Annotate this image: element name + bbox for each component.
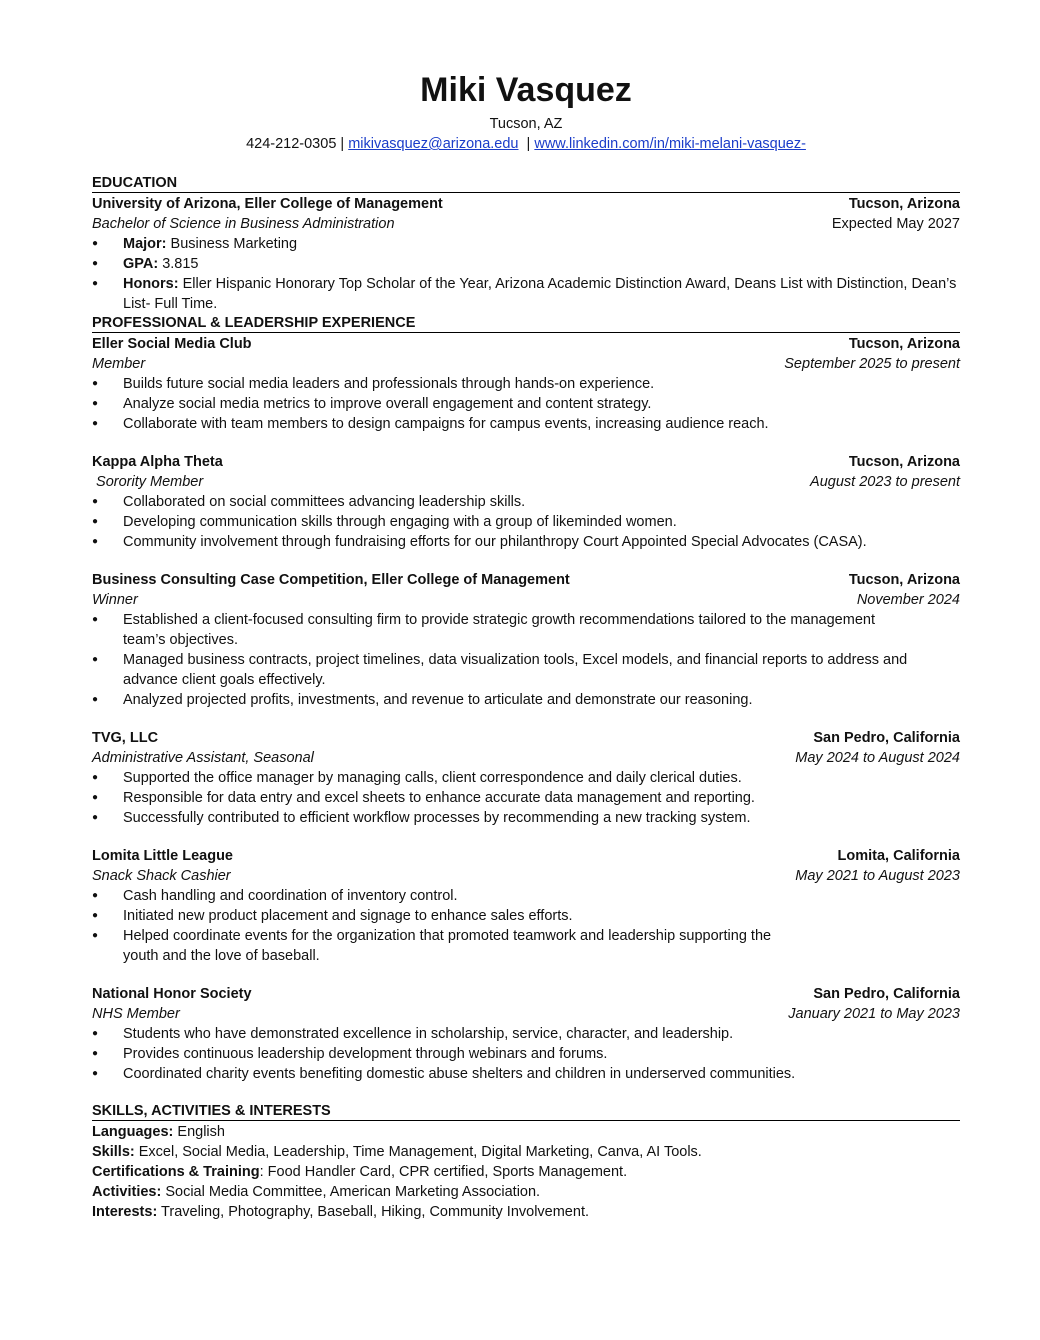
list-item: ● Collaborate with team members to design campaigns for campus events, increasing audience reach. [92, 414, 960, 434]
experience-entry [92, 452, 960, 552]
interests-line: Interests: Traveling, Photography, Baseball, Hiking, Community Involvement. [92, 1204, 589, 1220]
skills-line: Skills: Excel, Social Media, Leadership, Time Management, Digital Marketing, Canva, AI Tools. [92, 1144, 702, 1160]
organization: Eller Social Media Club [92, 336, 252, 352]
list-item: ● Community involvement through fundraising efforts for our philanthropy Court Appointed Special Advocates (CASA). [92, 532, 960, 552]
entry-date: May 2021 to August 2023 [795, 868, 960, 884]
role: Sorority Member [92, 474, 204, 490]
skills-heading: SKILLS, ACTIVITIES & INTERESTS [92, 1102, 960, 1121]
list-item: ● Honors: Eller Hispanic Honorary Top Scholar of the Year, Arizona Academic Distinction Award, Deans List with Distinction, Dean’s List- Full Time. [92, 274, 960, 314]
email-link[interactable]: mikivasquez@arizona.edu [348, 136, 519, 152]
entry-date: May 2024 to August 2024 [795, 750, 960, 766]
list-item: ● Helped coordinate events for the organization that promoted teamwork and leadership supporting the youth and the love of baseball. [92, 926, 960, 966]
list-item: ● Analyze social media metrics to improve overall engagement and content strategy. [92, 394, 960, 414]
entry-location: Tucson, Arizona [848, 454, 960, 470]
phone-number: 424-212-0305 [246, 136, 337, 152]
resume-page [92, 70, 960, 1222]
experience-heading: PROFESSIONAL & LEADERSHIP EXPERIENCE [92, 314, 960, 333]
experience-entry [92, 846, 960, 966]
organization: Business Consulting Case Competition, Eller College of Management [92, 572, 570, 588]
entry-location: Lomita, California [837, 848, 960, 864]
list-item: ● Builds future social media leaders and professionals through hands-on experience. [92, 374, 960, 394]
list-item: ● Managed business contracts, project timelines, data visualization tools, Excel models, and financial reports to address and advance client goals effectively. [92, 650, 960, 690]
organization: TVG, LLC [92, 730, 159, 746]
degree: Bachelor of Science in Business Administration [92, 216, 395, 232]
list-item: ● Responsible for data entry and excel sheets to enhance accurate data management and reporting. [92, 788, 960, 808]
list-item: ● Major: Business Marketing [92, 234, 960, 254]
organization: Kappa Alpha Theta [92, 454, 223, 470]
role: Snack Shack Cashier [92, 868, 231, 884]
experience-entry [92, 728, 960, 828]
role: Administrative Assistant, Seasonal [92, 750, 314, 766]
entry-location: San Pedro, California [813, 730, 960, 746]
organization: National Honor Society [92, 986, 252, 1002]
skills-section [92, 1122, 960, 1222]
list-item: ● Initiated new product placement and signage to enhance sales efforts. [92, 906, 960, 926]
role: Member [92, 356, 146, 372]
entry-location: Tucson, Arizona [848, 572, 960, 588]
activities-line: Activities: Social Media Committee, American Marketing Association. [92, 1184, 541, 1200]
list-item: ● Successfully contributed to efficient workflow processes by recommending a new tracking system. [92, 808, 960, 828]
languages-line: Languages: English [92, 1124, 225, 1140]
list-item: ● Collaborated on social committees advancing leadership skills. [92, 492, 960, 512]
linkedin-link[interactable]: www.linkedin.com/in/miki-melani-vasquez- [534, 136, 806, 152]
experience-entry [92, 570, 960, 710]
list-item: ● Coordinated charity events benefiting domestic abuse shelters and children in underserved communities. [92, 1064, 960, 1084]
candidate-name: Miki Vasquez [420, 71, 632, 109]
role: NHS Member [92, 1006, 180, 1022]
school-name: University of Arizona, Eller College of Management [92, 196, 443, 212]
education-section [92, 194, 960, 314]
entry-date: August 2023 to present [810, 474, 960, 490]
list-item: ● Established a client-focused consulting firm to provide strategic growth recommendations tailored to the management team’s objectives. [92, 610, 960, 650]
contact-line: 424-212-0305 | mikivasquez@arizona.edu | www.linkedin.com/in/miki-melani-vasquez- [246, 136, 806, 152]
list-item: ● Provides continuous leadership development through webinars and forums. [92, 1044, 960, 1064]
experience-entry [92, 984, 960, 1084]
candidate-location: Tucson, AZ [489, 116, 563, 132]
list-item: ● Developing communication skills through engaging with a group of likeminded women. [92, 512, 960, 532]
organization: Lomita Little League [92, 848, 233, 864]
entry-location: San Pedro, California [813, 986, 960, 1002]
list-item: ● Supported the office manager by managing calls, client correspondence and daily clerical duties. [92, 768, 960, 788]
entry-location: Tucson, Arizona [848, 336, 960, 352]
entry-date: September 2025 to present [784, 356, 960, 372]
graduation-date: Expected May 2027 [831, 216, 960, 232]
education-heading: EDUCATION [92, 174, 960, 193]
education-details [92, 234, 960, 314]
experience-entry [92, 334, 960, 434]
list-item: ● Cash handling and coordination of inventory control. [92, 886, 960, 906]
role: Winner [92, 592, 138, 608]
list-item: ● Analyzed projected profits, investments, and revenue to articulate and demonstrate our reasoning. [92, 690, 960, 710]
entry-date: November 2024 [856, 592, 960, 608]
school-location: Tucson, Arizona [848, 196, 960, 212]
list-item: ● GPA: 3.815 [92, 254, 960, 274]
certifications-line: Certifications & Training: Food Handler Card, CPR certified, Sports Management. [92, 1164, 628, 1180]
entry-date: January 2021 to May 2023 [788, 1006, 960, 1022]
list-item: ● Students who have demonstrated excellence in scholarship, service, character, and leadership. [92, 1024, 960, 1044]
